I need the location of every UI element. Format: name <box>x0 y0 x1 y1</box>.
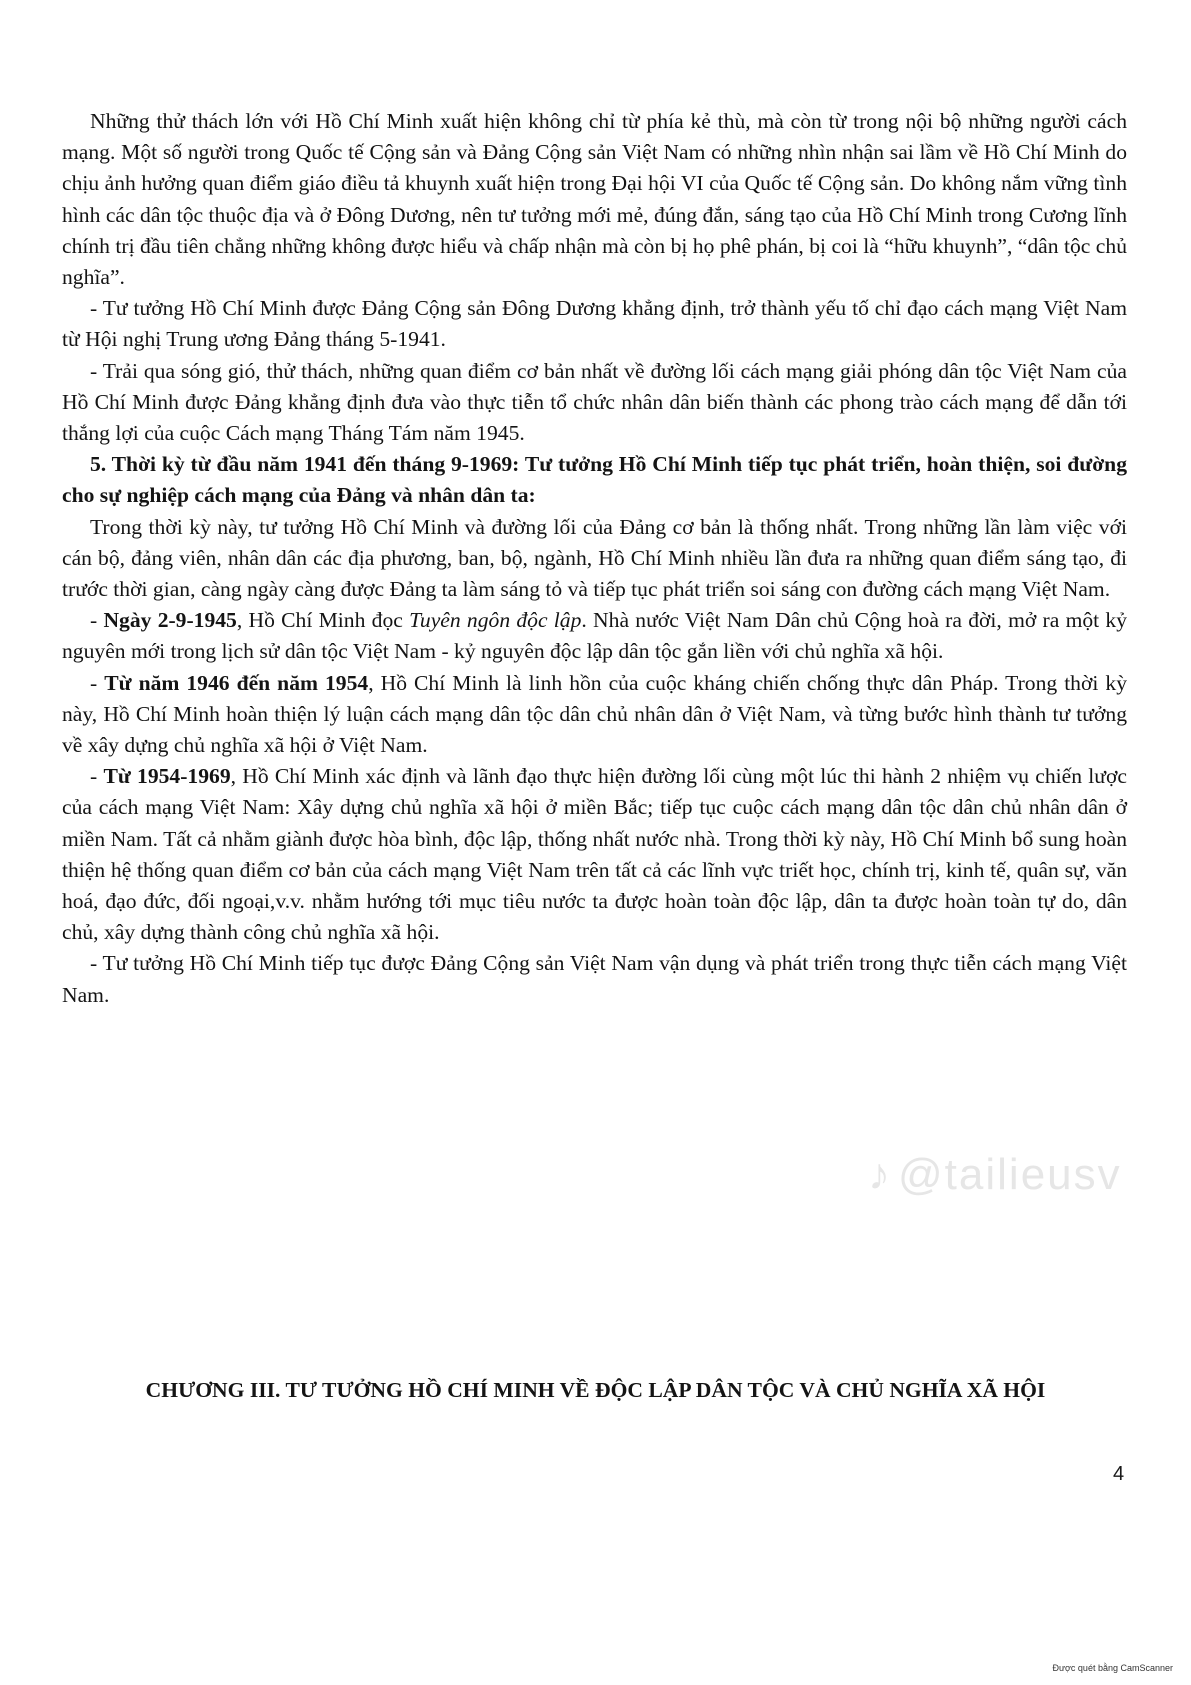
paragraph-august-revolution: - Trải qua sóng gió, thử thách, những quan điểm cơ bản nhất về đường lối cách mạng giải phóng dân tộc Việt Nam của Hồ Chí Minh được Đảng khẳng định đưa vào thực tiễn tổ chức nhân dân biến thành các phong trào cách mạng để dẫn tới thắng lợi của cuộc Cách mạng Tháng Tám năm 1945. <box>62 358 1127 446</box>
document-title-italic: Tuyên ngôn độc lập <box>409 608 582 633</box>
body-text <box>62 106 1127 1011</box>
bullet-dash: - <box>90 608 104 633</box>
sentence-text: , Hồ Chí Minh là linh hồn của cuộc kháng chiến chống thực dân Pháp. Trong thời kỳ này, Hồ Chí Minh hoàn thiện lý luận cách mạng dân tộc dân chủ nhân dân ở Việt Nam, và từng bước hình thành tư tưởng về xây dựng chủ nghĩa xã hội ở Việt Nam. <box>62 670 1128 758</box>
watermark-text: @tailieusv <box>898 1150 1122 1199</box>
watermark <box>868 1150 1122 1200</box>
paragraph-1946-1954 <box>62 668 1127 762</box>
page-number: 4 <box>1113 1463 1125 1485</box>
sentence-text: , Hồ Chí Minh đọc <box>236 608 410 633</box>
paragraph-internal-challenges: Những thử thách lớn với Hồ Chí Minh xuất hiện không chỉ từ phía kẻ thù, mà còn từ trong nội bộ những người cách mạng. Một số người trong Quốc tế Cộng sản và Đảng Cộng sản Việt Nam có những nhìn nhận sai lầm về Hồ Chí Minh do chịu ảnh hưởng quan điểm giáo điều tả khuynh xuất hiện trong Đại hội VI của Quốc tế Cộng sản. Do không nắm vững tình hình các dân tộc thuộc địa và ở Đông Dương, nên tư tưởng mới mẻ, đúng đắn, sáng tạo của Hồ Chí Minh trong Cương lĩnh chính trị đầu tiên chẳng những không được hiểu và chấp nhận mà còn bị họ phê phán, bị coi là “hữu khuynh”, “dân tộc chủ nghĩa”. <box>62 109 1127 290</box>
tiktok-note-icon: ♪ <box>868 1150 892 1199</box>
sentence-text: . Nhà nước Việt Nam Dân chủ Cộng hoà ra đời, mở ra một kỷ nguyên mới trong lịch sử dân tộc Việt Nam - kỷ nguyên độc lập dân tộc gắn liền với chủ nghĩa xã hội. <box>62 608 1128 664</box>
date-highlight: Ngày 2-9-1945 <box>103 608 237 633</box>
paragraph-period-overview: Trong thời kỳ này, tư tưởng Hồ Chí Minh và đường lối của Đảng cơ bản là thống nhất. Trong những lần làm việc với cán bộ, đảng viên, nhân dân các địa phương, ban, bộ, ngành, Hồ Chí Minh nhiều lần đưa ra những quan điểm sáng tạo, đi trước thời gian, càng ngày càng được Đảng ta làm sáng tỏ và tiếp tục phát triển soi sáng con đường cách mạng Việt Nam. <box>62 514 1127 602</box>
section-heading-period-5: 5. Thời kỳ từ đầu năm 1941 đến tháng 9-1969: Tư tưởng Hồ Chí Minh tiếp tục phát triển, hoàn thiện, soi đường cho sự nghiệp cách mạng của Đảng và nhân dân ta: <box>62 452 1127 508</box>
paragraph-1945-declaration <box>62 605 1127 667</box>
scanner-footer-note: Được quét bằng CamScanner <box>1052 1663 1173 1673</box>
paragraph-continued-application: - Tư tưởng Hồ Chí Minh tiếp tục được Đảng Cộng sản Việt Nam vận dụng và phát triển trong thực tiễn cách mạng Việt Nam. <box>62 951 1127 1007</box>
sentence-text: , Hồ Chí Minh xác định và lãnh đạo thực hiện đường lối cùng một lúc thi hành 2 nhiệm vụ chiến lược của cách mạng Việt Nam: Xây dựng chủ nghĩa xã hội ở miền Bắc; tiếp tục cuộc cách mạng dân tộc dân chủ nhân dân ở miền Nam. Tất cả nhằm giành được hòa bình, độc lập, thống nhất nước nhà. Trong thời kỳ này, Hồ Chí Minh bổ sung hoàn thiện hệ thống quan điểm cơ bản của cách mạng Việt Nam trên tất cả các lĩnh vực triết học, chính trị, kinh tế, quân sự, văn hoá, đạo đức, đối ngoại,v.v. nhằm hướng tới mục tiêu nước ta được hoàn toàn độc lập, dân ta được hoàn toàn tự do, dân chủ, xây dựng thành công chủ nghĩa xã hội. <box>62 764 1128 945</box>
date-highlight: Từ năm 1946 đến năm 1954 <box>104 670 369 695</box>
date-highlight: Từ 1954-1969 <box>103 764 231 789</box>
bullet-dash: - <box>90 670 105 695</box>
paragraph-party-affirmation-1941: - Tư tưởng Hồ Chí Minh được Đảng Cộng sản Đông Dương khẳng định, trở thành yếu tố chỉ đạo cách mạng Việt Nam từ Hội nghị Trung ương Đảng tháng 5-1941. <box>62 296 1127 352</box>
bullet-dash: - <box>90 764 104 789</box>
paragraph-1954-1969 <box>62 761 1127 948</box>
chapter-title: CHƯƠNG III. TƯ TƯỞNG HỒ CHÍ MINH VỀ ĐỘC LẬP DÂN TỘC VÀ CHỦ NGHĨA XÃ HỘI <box>145 1378 1046 1402</box>
